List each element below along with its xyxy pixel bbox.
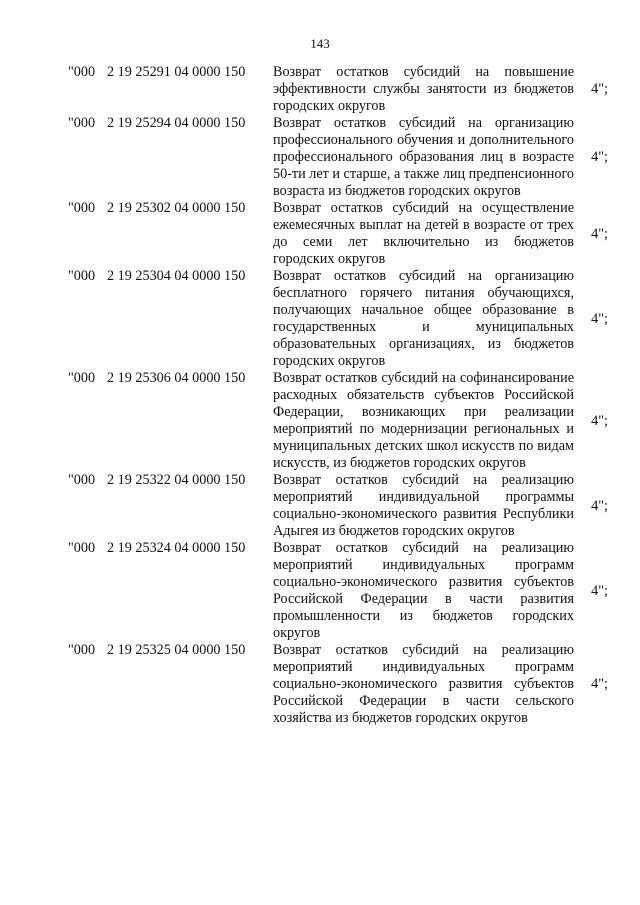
entry-prefix: "000 [68,540,96,556]
entry-suffix: 4"; [591,412,608,429]
list-item [68,642,608,727]
entry-prefix: "000 [68,200,96,216]
entry-description: Возврат остатков субсидий на организацию бесплатного горячего питания обучающихся, получающих начальное общее образование в государственных и муниципальных образовательных организациях, из бюджетов городских округов [273,268,574,369]
entry-code: 2 19 25291 04 0000 150 [107,64,246,80]
entry-suffix: 4"; [591,81,608,97]
entry-description: Возврат остатков субсидий на реализацию мероприятий индивидуальных программ социально-экономического развития субъектов Российской Федерации в части сельского хозяйства из бюджетов городских округов [273,642,574,726]
entry-description: Возврат остатков субсидий на осуществление ежемесячных выплат на детей в возрасте от трех до семи лет включительно из бюджетов городских округов [273,200,574,267]
entry-code: 2 19 25325 04 0000 150 [107,642,246,658]
code-list [68,64,608,727]
entry-prefix: "000 [68,642,96,658]
page-number: 143 [310,36,330,51]
entry-prefix: "000 [68,115,96,131]
entry-description: Возврат остатков субсидий на реализацию мероприятий индивидуальных программ социально-экономического развития субъектов Российской Федерации в части развития промышленности из бюджетов городских округов [273,540,574,641]
entry-description: Возврат остатков субсидий на повышение эффективности службы занятости из бюджетов городских округов [273,64,574,114]
entry-description: Возврат остатков субсидий на реализацию мероприятий индивидуальной программы социально-экономического развития Республики Адыгея из бюджетов городских округов [273,472,574,539]
entry-suffix: 4"; [591,310,608,327]
entry-suffix: 4"; [591,225,608,242]
entry-code: 2 19 25306 04 0000 150 [107,370,246,386]
entry-suffix: 4"; [591,676,608,692]
entry-prefix: "000 [68,472,96,488]
entry-prefix: "000 [68,64,96,80]
entry-prefix: "000 [68,268,96,284]
entry-prefix: "000 [68,370,96,386]
entry-code: 2 19 25322 04 0000 150 [107,472,246,488]
list-item [68,268,608,370]
entry-suffix: 4"; [591,497,608,514]
list-item [68,370,608,472]
entry-code: 2 19 25294 04 0000 150 [107,115,246,131]
entry-suffix: 4"; [591,149,608,165]
list-item [68,540,608,642]
entry-code: 2 19 25324 04 0000 150 [107,540,246,556]
entry-description: Возврат остатков субсидий на софинансирование расходных обязательств субъектов Российской Федерации, возникающих при реализации мероприятий по модернизации региональных и муниципальных детских школ искусств по видам искусств, из бюджетов городских округов [273,370,574,471]
entry-code: 2 19 25302 04 0000 150 [107,200,246,216]
list-item [68,472,608,540]
list-item [68,64,608,115]
entry-description: Возврат остатков субсидий на организацию профессионального обучения и дополнительного профессионального образования лиц в возрасте 50-ти лет и старше, а также лиц предпенсионного возраста из бюджетов городских округов [273,115,574,199]
list-item [68,115,608,200]
entry-suffix: 4"; [591,582,608,599]
list-item [68,200,608,268]
entry-code: 2 19 25304 04 0000 150 [107,268,246,284]
